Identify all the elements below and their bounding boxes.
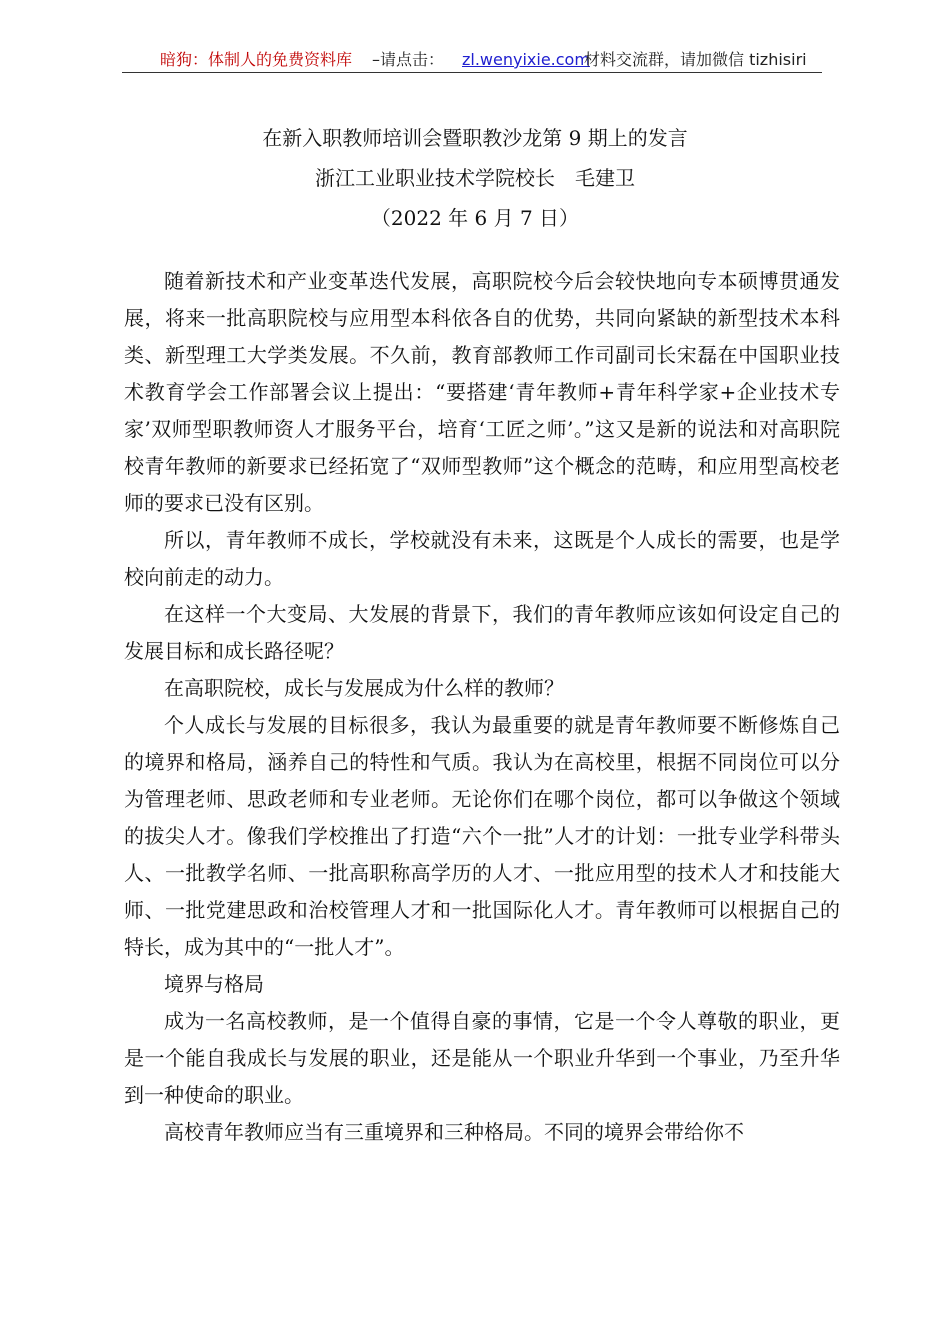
header-contact: 材料交流群，请加微信 tizhisiri: [584, 50, 807, 69]
section-question: 在高职院校，成长与发展成为什么样的教师？: [164, 676, 564, 700]
section-heading: 境界与格局: [164, 972, 264, 996]
header-click-prompt: –请点击：: [372, 50, 445, 69]
document-title: 在新入职教师培训会暨职教沙龙第 9 期上的发言: [262, 126, 688, 150]
document-date: （2022 年 6 月 7 日）: [370, 206, 580, 230]
document-author: 浙江工业职业技术学院校长 毛建卫: [315, 166, 635, 190]
paragraph: 成为一名高校教师，是一个值得自豪的事情，它是一个令人尊敬的职业，更是一个能自我成长与发展的职业，还是能从一个职业升华到一个事业，乃至升华到一种使命的职业。: [124, 1009, 840, 1107]
title-block: [0, 118, 950, 238]
paragraph: 在这样一个大变局、大发展的背景下，我们的青年教师应该如何设定自己的发展目标和成长路径呢？: [124, 602, 840, 663]
header-link[interactable]: zl.wenyixie.com: [462, 50, 590, 69]
header-divider: [122, 72, 822, 73]
header-brand: 暗狗：体制人的免费资料库: [160, 50, 353, 69]
document-body: [124, 263, 840, 1151]
paragraph: 所以，青年教师不成长，学校就没有未来，这既是个人成长的需要，也是学校向前走的动力。: [124, 528, 840, 589]
paragraph: 高校青年教师应当有三重境界和三种格局。不同的境界会带给你不: [164, 1120, 744, 1144]
page-header: [0, 48, 950, 72]
paragraph: 随着新技术和产业变革迭代发展，高职院校今后会较快地向专本硕博贯通发展，将来一批高职院校与应用型本科依各自的优势，共同向紧缺的新型技术本科类、新型理工大学类发展。不久前，教育部教师工作司副司长宋磊在中国职业技术教育学会工作部署会议上提出：“要搭建‘青年教师+青年科学家+企业技术专家’双师型职教师资人才服务平台，培育‘工匠之师’。”这又是新的说法和对高职院校青年教师的新要求已经拓宽了“双师型教师”这个概念的范畴，和应用型高校老师的要求已没有区别。: [124, 269, 840, 515]
paragraph: 个人成长与发展的目标很多，我认为最重要的就是青年教师要不断修炼自己的境界和格局，涵养自己的特性和气质。我认为在高校里，根据不同岗位可以分为管理老师、思政老师和专业老师。无论你们在哪个岗位，都可以争做这个领域的拔尖人才。像我们学校推出了打造“六个一批”人才的计划：一批专业学科带头人、一批教学名师、一批高职称高学历的人才、一批应用型的技术人才和技能大师、一批党建思政和治校管理人才和一批国际化人才。青年教师可以根据自己的特长，成为其中的“一批人才”。: [124, 713, 840, 959]
